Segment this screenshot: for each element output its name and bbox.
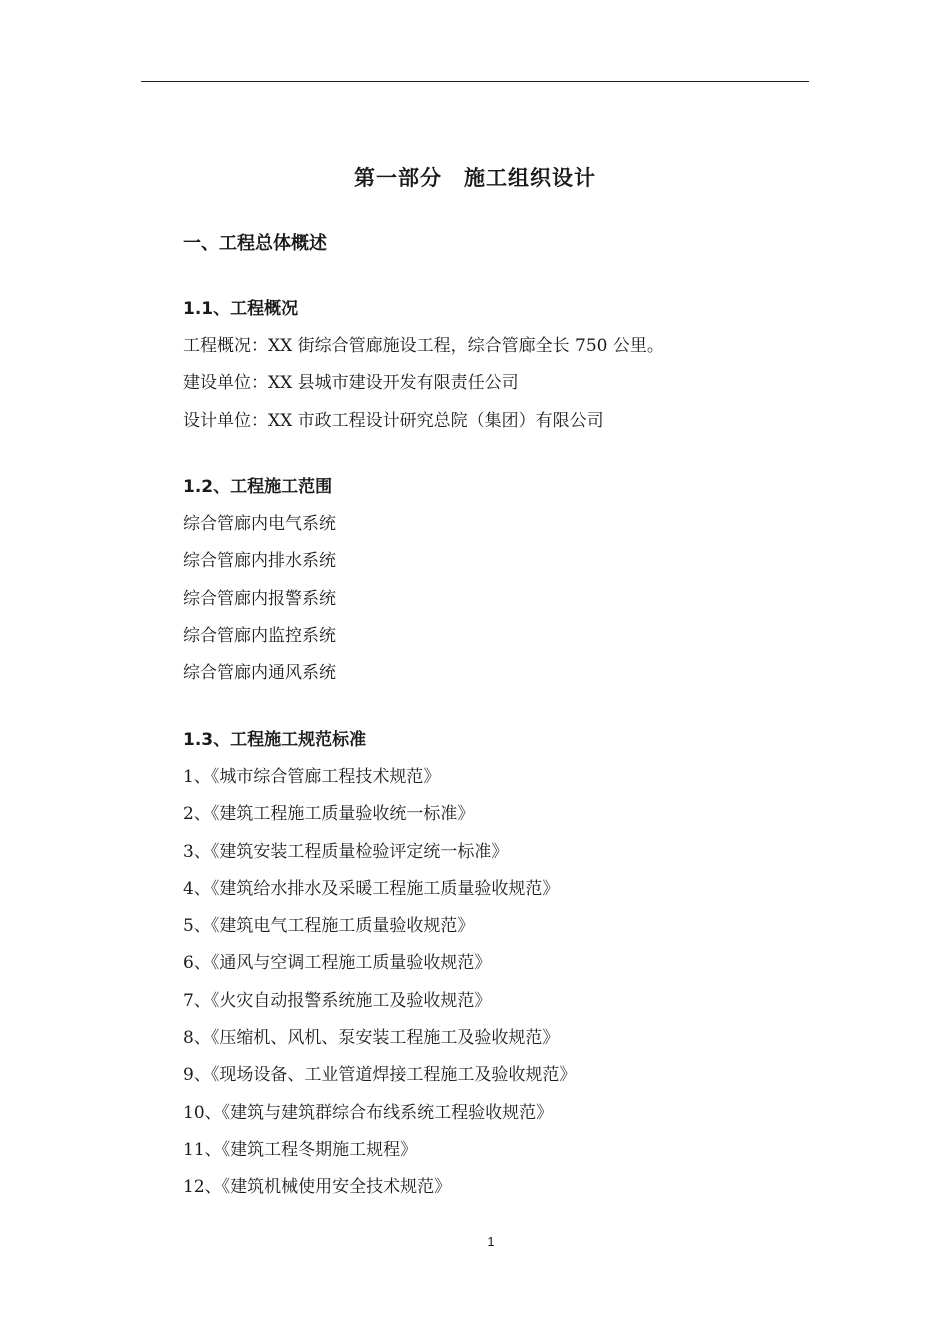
paragraph-line: 工程概况：XX 街综合管廊施设工程，综合管廊全长 750 公里。 [183, 336, 664, 356]
list-item: 6、《通风与空调工程施工质量验收规范》 [183, 953, 492, 974]
subsection-heading: 1.1、工程概况 [183, 299, 299, 319]
list-item: 1、《城市综合管廊工程技术规范》 [183, 767, 441, 787]
page-title: 第一部分 施工组织设计 [354, 166, 596, 190]
list-item: 11、《建筑工程冬期施工规程》 [183, 1139, 418, 1160]
subsection-1-3 [183, 722, 576, 1207]
list-item: 7、《火灾自动报警系统施工及验收规范》 [183, 990, 492, 1011]
list-item: 3、《建筑安装工程质量检验评定统一标准》 [183, 841, 509, 862]
list-item: 综合管廊内报警系统 [183, 588, 336, 609]
list-item: 9、《现场设备、工业管道焊接工程施工及验收规范》 [183, 1065, 577, 1086]
subsection-heading: 1.2、工程施工范围 [183, 477, 333, 497]
list-item: 2、《建筑工程施工质量验收统一标准》 [183, 804, 475, 825]
subsection-1-1 [183, 291, 664, 440]
subsection-heading: 1.3、工程施工规范标准 [183, 730, 367, 750]
subsection-1-2 [183, 469, 336, 692]
page-number: 1 [487, 1234, 495, 1249]
list-item: 综合管廊内监控系统 [183, 625, 336, 646]
list-item: 10、《建筑与建筑群综合布线系统工程验收规范》 [183, 1102, 554, 1123]
list-item: 8、《压缩机、风机、泵安装工程施工及验收规范》 [183, 1028, 560, 1049]
list-item: 综合管廊内电气系统 [183, 514, 336, 534]
header-divider [141, 81, 809, 82]
list-item: 综合管廊内排水系统 [183, 551, 336, 572]
list-item: 综合管廊内通风系统 [183, 663, 336, 684]
paragraph-line: 设计单位：XX 市政工程设计研究总院（集团）有限公司 [183, 410, 604, 431]
list-item: 12、《建筑机械使用安全技术规范》 [183, 1177, 452, 1198]
paragraph-line: 建设单位：XX 县城市建设开发有限责任公司 [183, 373, 519, 394]
list-item: 5、《建筑电气工程施工质量验收规范》 [183, 916, 475, 937]
list-item: 4、《建筑给水排水及采暖工程施工质量验收规范》 [183, 878, 560, 899]
section-heading: 一、工程总体概述 [183, 233, 327, 254]
